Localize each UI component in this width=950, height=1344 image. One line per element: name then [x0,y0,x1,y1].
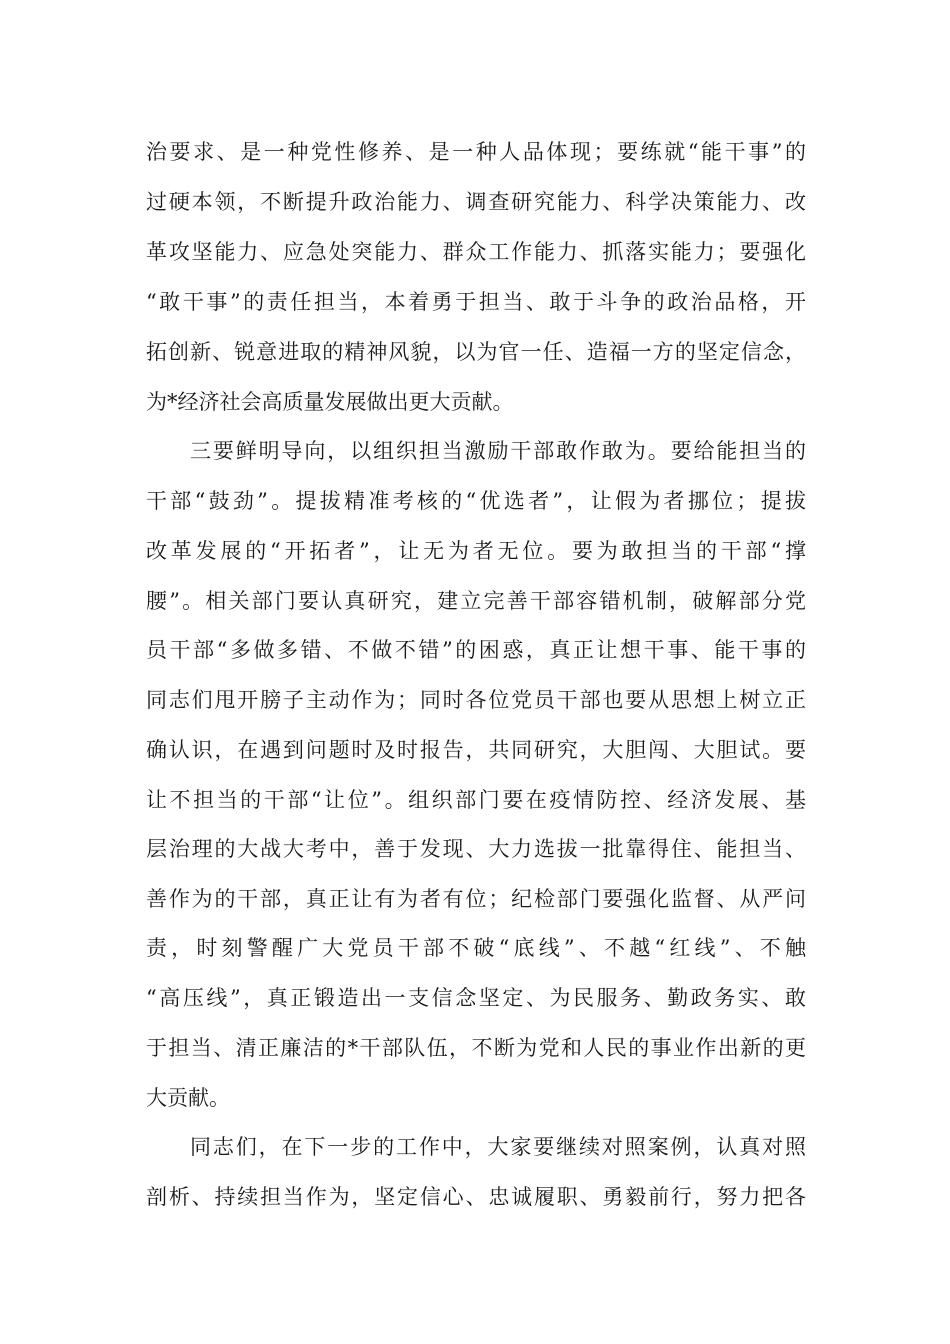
text-line: 干部“鼓劲”。提拔精准考核的“优选者”，让假为者挪位；提拔 [146,489,806,513]
text-line: 善作为的干部，真正让有为者有位；纪检部门要强化监督、从严问 [146,887,806,911]
text-line: 于担当、清正廉洁的*干部队伍，不断为党和人民的事业作出新的更 [146,1036,806,1060]
text-line: 员干部“多做多错、不做不错”的困惑，真正让想干事、能干事的 [146,638,806,662]
paragraph-start: 三要鲜明导向，以组织担当激励干部敢作敢为。要给能担当的 [190,439,806,463]
text-line: 大贡献。 [146,1086,230,1110]
text-line: 治要求、是一种党性修养、是一种人品体现；要练就“能干事”的 [146,140,806,164]
paragraph-start: 同志们，在下一步的工作中，大家要继续对照案例，认真对照 [190,1135,806,1159]
text-line: 责，时刻警醒广大党员干部不破“底线”、不越“红线”、不触 [146,936,806,960]
text-line: 确认识，在遇到问题时及时报告，共同研究，大胆闯、大胆试。要 [146,738,806,762]
text-line: 拓创新、锐意进取的精神风貌，以为官一任、造福一方的坚定信念， [146,340,806,364]
text-line: 腰”。相关部门要认真研究，建立完善干部容错机制，破解部分党 [146,589,806,613]
text-line: 革攻坚能力、应急处突能力、群众工作能力、抓落实能力；要强化 [146,240,806,264]
text-line: 同志们甩开膀子主动作为；同时各位党员干部也要从思想上树立正 [146,688,806,712]
text-line: 层治理的大战大考中，善于发现、大力选拔一批靠得住、能担当、 [146,837,806,861]
text-line: 改革发展的“开拓者”，让无为者无位。要为敢担当的干部“撑 [146,539,806,563]
text-line: 剖析、持续担当作为，坚定信心、忠诚履职、勇毅前行，努力把各 [146,1185,806,1209]
text-line: 为*经济社会高质量发展做出更大贡献。 [146,390,514,414]
text-line: 过硬本领，不断提升政治能力、调查研究能力、科学决策能力、改 [146,190,806,214]
text-line: “高压线”，真正锻造出一支信念坚定、为民服务、勤政务实、敢 [146,986,806,1010]
text-line: “敢干事”的责任担当，本着勇于担当、敢于斗争的政治品格，开 [146,290,806,314]
text-line: 让不担当的干部“让位”。组织部门要在疫情防控、经济发展、基 [146,788,806,812]
